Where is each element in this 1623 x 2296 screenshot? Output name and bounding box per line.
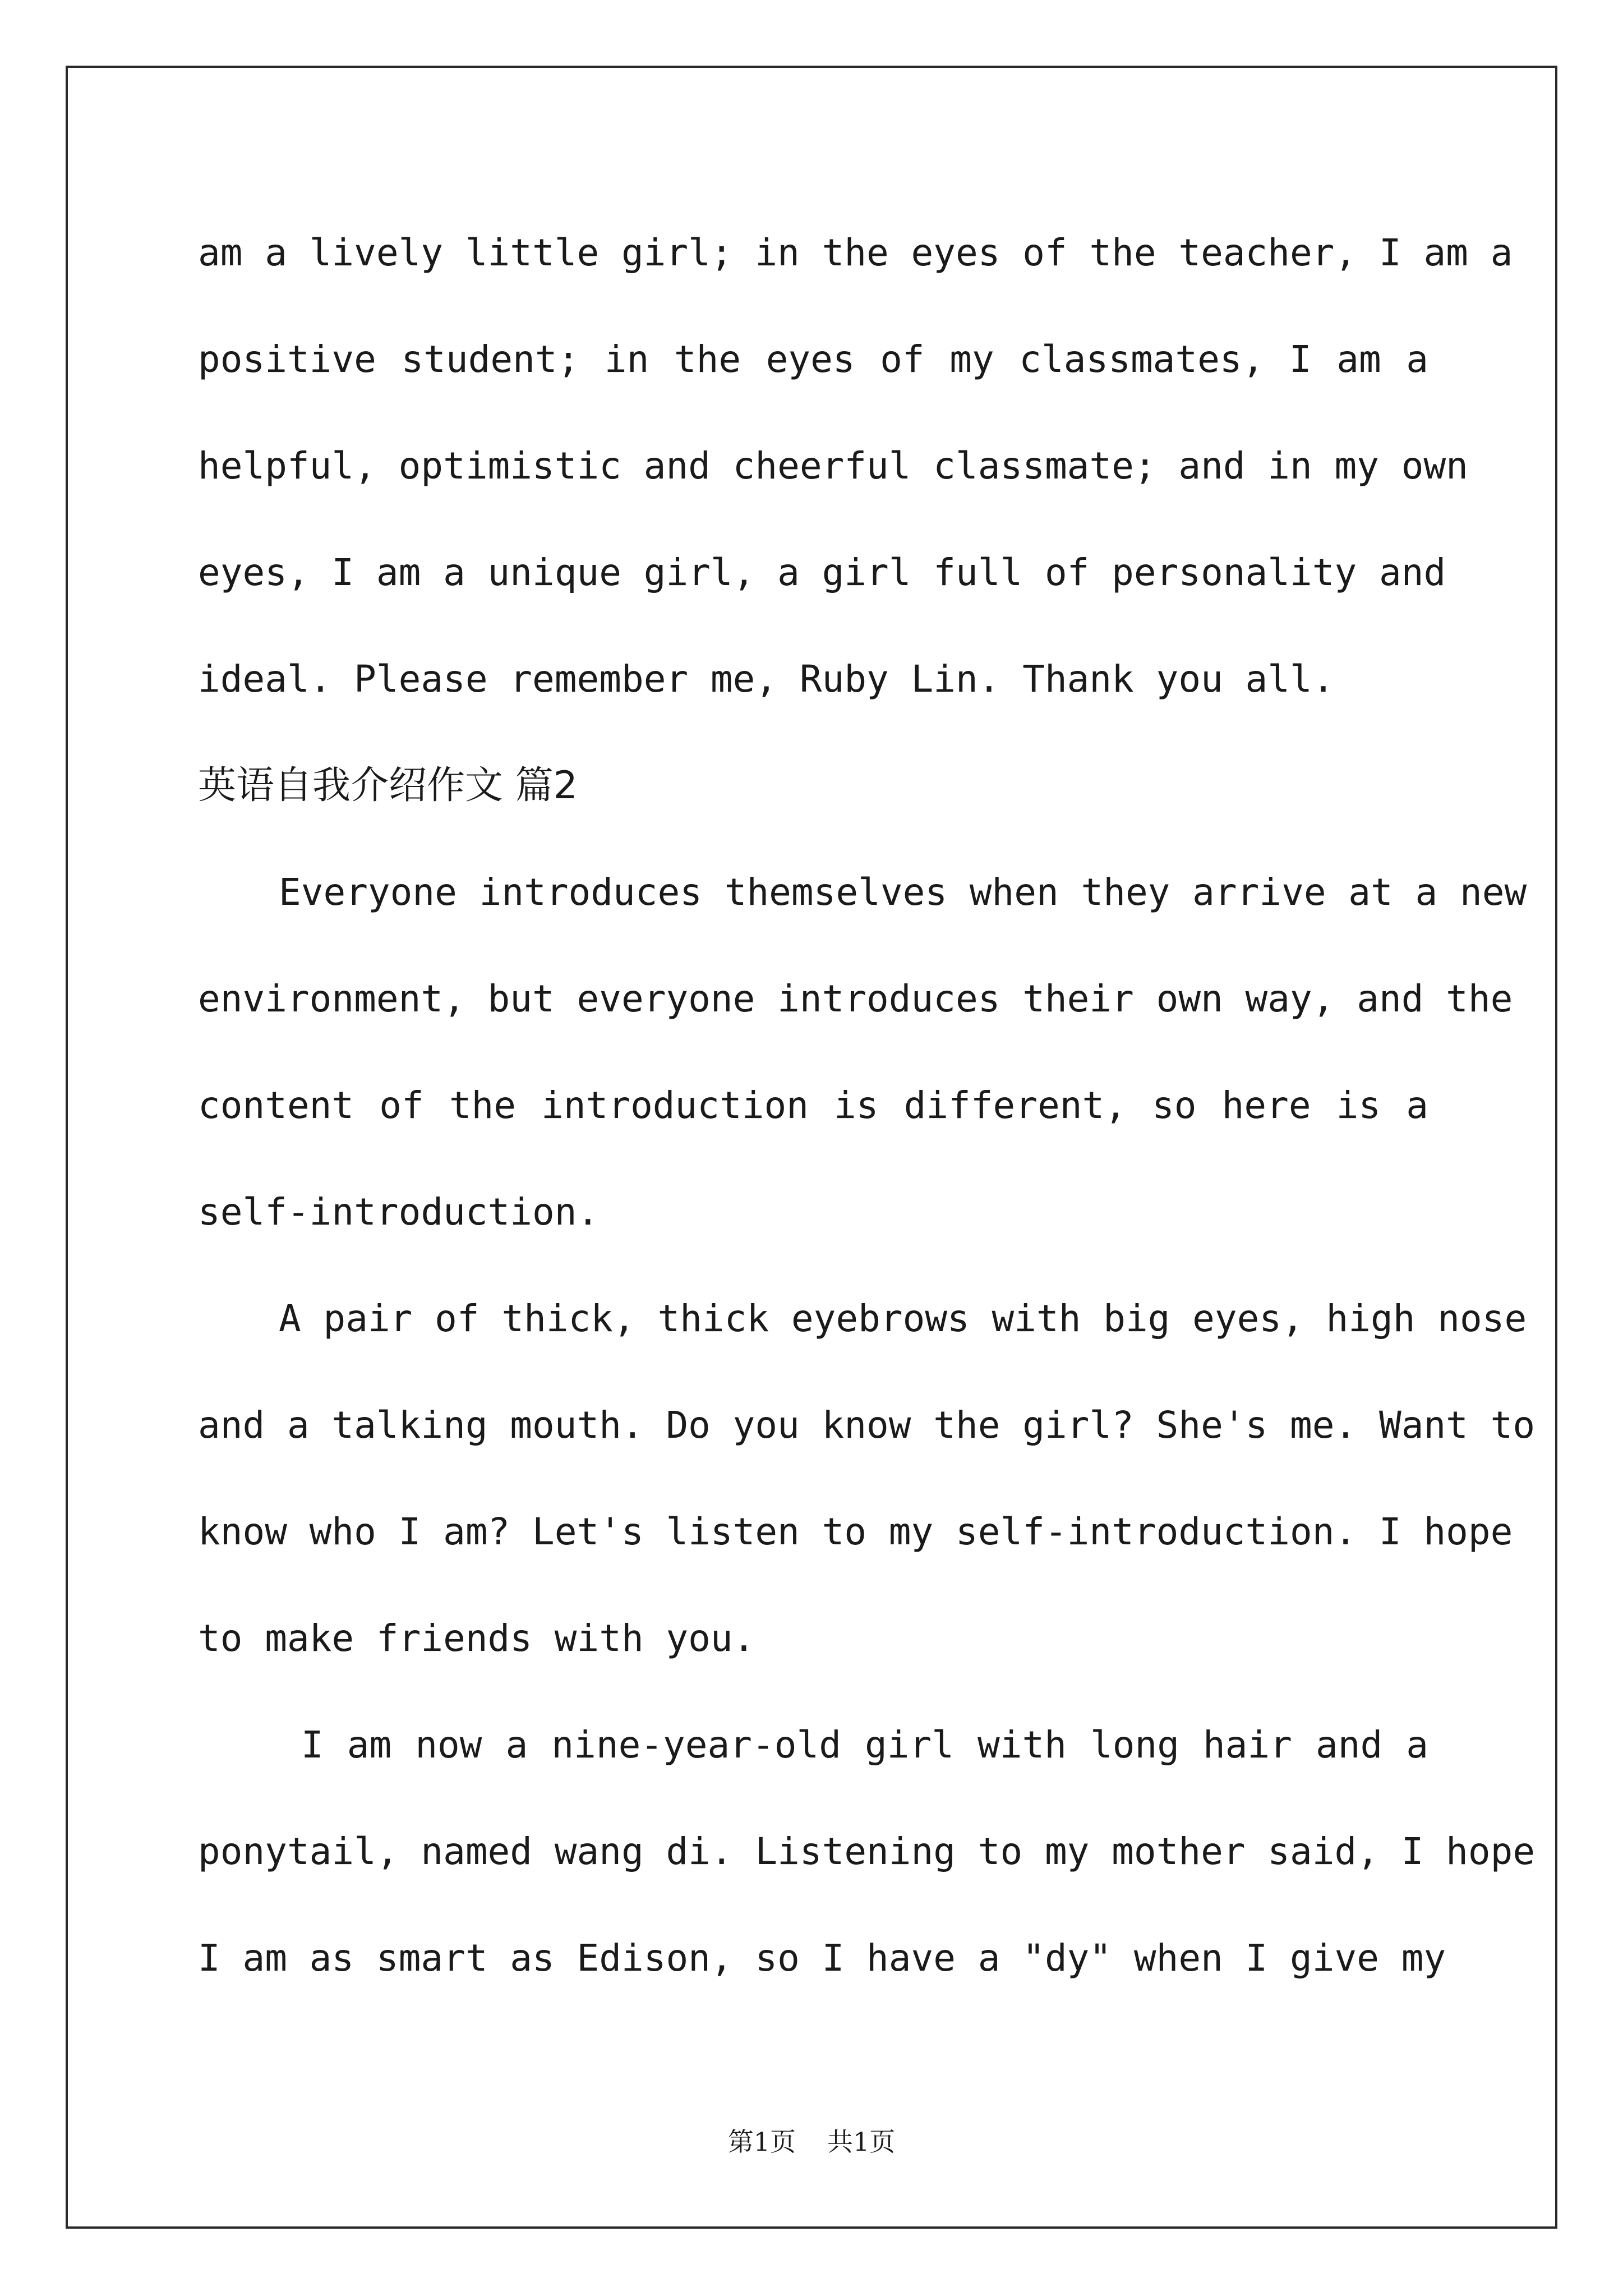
- text-line: to make friends with you.: [198, 1617, 755, 1660]
- text-line: and a talking mouth. Do you know the girl? She's me. Want to: [198, 1404, 1536, 1447]
- text-line: am a lively little girl; in the eyes of the teacher, I am a: [198, 231, 1513, 274]
- document-body: [198, 220, 1536, 2032]
- text-line: ideal. Please remember me, Ruby Lin. Thank you all.: [198, 657, 1335, 701]
- text-line: positive student; in the eyes of my classmates, I am a: [198, 338, 1428, 381]
- text-line: Everyone introduces themselves when they arrive at a new: [279, 871, 1527, 914]
- total-pages: 共1页: [827, 2127, 896, 2157]
- text-line: self-introduction.: [198, 1190, 600, 1234]
- section-heading: 英语自我介绍作文 篇2: [198, 763, 578, 808]
- text-line: know who I am? Let's listen to my self-introduction. I hope: [198, 1510, 1513, 1553]
- page-number: 第1页: [727, 2127, 796, 2157]
- text-line: ponytail, named wang di. Listening to my mother said, I hope: [198, 1830, 1536, 1873]
- text-line: I am as smart as Edison, so I have a "dy" when I give my: [198, 1936, 1446, 1980]
- text-line: I am now a nine-year-old girl with long hair and a: [301, 1723, 1428, 1766]
- text-line: environment, but everyone introduces their own way, and the: [198, 977, 1513, 1020]
- text-line: eyes, I am a unique girl, a girl full of personality and: [198, 551, 1446, 594]
- text-line: content of the introduction is different, so here is a: [198, 1084, 1428, 1127]
- page-footer: [0, 2122, 1623, 2159]
- text-line: helpful, optimistic and cheerful classmate; and in my own: [198, 444, 1468, 487]
- text-line: A pair of thick, thick eyebrows with big eyes, high nose: [279, 1297, 1527, 1340]
